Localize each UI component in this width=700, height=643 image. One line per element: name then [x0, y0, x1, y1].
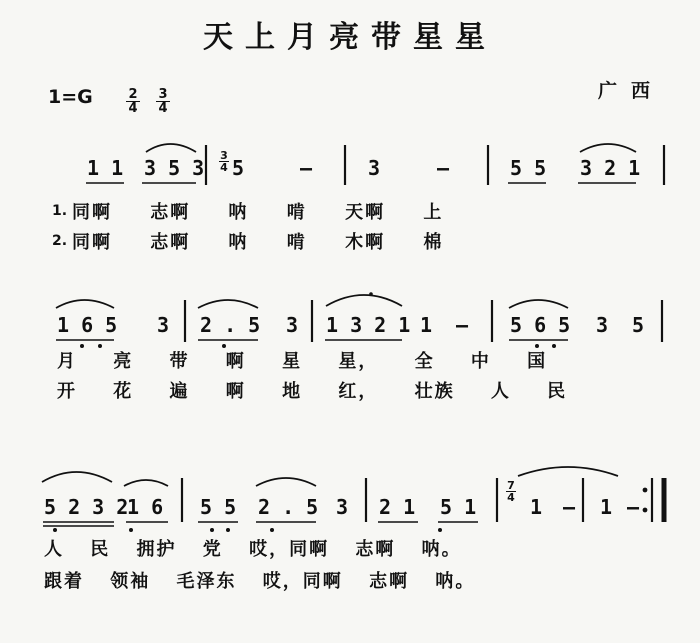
note-group: 1 3 2 1 [326, 313, 411, 337]
dash: – [563, 495, 576, 519]
slur [124, 480, 168, 486]
octave-dots [53, 292, 556, 532]
slur [56, 300, 114, 308]
note: 3 [157, 313, 170, 337]
slur [42, 472, 112, 482]
note: 3 [336, 495, 349, 519]
inline-time-signature: 3 4 [220, 149, 228, 174]
verse-number: 1. [52, 203, 68, 219]
slur [580, 144, 636, 152]
note-group: 1 6 [127, 495, 164, 519]
lyric-line: 同啊 志啊 呐 啃 木啊 棉 [72, 232, 444, 253]
dash: – [456, 313, 469, 337]
time-signature-top: 3 [156, 88, 170, 102]
slurs [42, 144, 636, 486]
verse-number: 2. [52, 233, 68, 249]
lyric-line: 开 花 遍 啊 地 红， 壮族 人 民 [57, 381, 568, 402]
note-group: 2 . 5 [258, 495, 319, 519]
note-group: 5 2 3 2 [44, 495, 129, 519]
dash: – [627, 495, 640, 519]
note-group: 3 5 3 [144, 156, 205, 180]
lyric-line: 同啊 志啊 呐 啃 天啊 上 [72, 202, 444, 223]
note: 5 [632, 313, 645, 337]
note-group: 5 6 5 [510, 313, 571, 337]
note-group: 3 2 1 [580, 156, 641, 180]
note: 1 [530, 495, 543, 519]
note-group: 1 6 5 [57, 313, 118, 337]
closing-time-signature: 7 4 [507, 479, 515, 504]
key-signature: 1=G [48, 86, 93, 108]
note-group: 5 1 [440, 495, 477, 519]
song-title: 天上月亮带星星 [203, 20, 497, 55]
slur [509, 300, 568, 308]
dash: – [300, 156, 313, 180]
slur [326, 295, 402, 306]
note: 1 [420, 313, 433, 337]
note-group: 2 . 5 [200, 313, 261, 337]
slur [198, 300, 258, 308]
dash: – [437, 156, 450, 180]
repeat-dots [643, 488, 648, 513]
time-signature-bottom: 4 [158, 101, 168, 116]
note-group: 2 1 [379, 495, 416, 519]
note: 1 [600, 495, 613, 519]
lyric-line: 月 亮 带 啊 星 星， 全 中 国 [57, 351, 548, 372]
underlines [43, 183, 636, 526]
note-group: 1 1 [87, 156, 124, 180]
slur [256, 478, 316, 486]
note-group: 5 5 [510, 156, 547, 180]
note-group: 5 5 [200, 495, 237, 519]
time-signature-top: 2 [126, 88, 140, 102]
note: 3 [286, 313, 299, 337]
time-signature-bottom: 4 [128, 101, 138, 116]
song-origin: 广西 [598, 80, 665, 102]
bar-lines [182, 145, 664, 522]
note: 3 [596, 313, 609, 337]
lyric-line: 跟着 领袖 毛泽东 哎，同啊 志啊 呐。 [44, 571, 476, 592]
lyric-line: 人 民 拥护 党 哎，同啊 志啊 呐。 [44, 539, 462, 560]
slur [146, 144, 196, 152]
note: 3 [368, 156, 381, 180]
note: 5 [232, 156, 245, 180]
tie [518, 467, 618, 476]
